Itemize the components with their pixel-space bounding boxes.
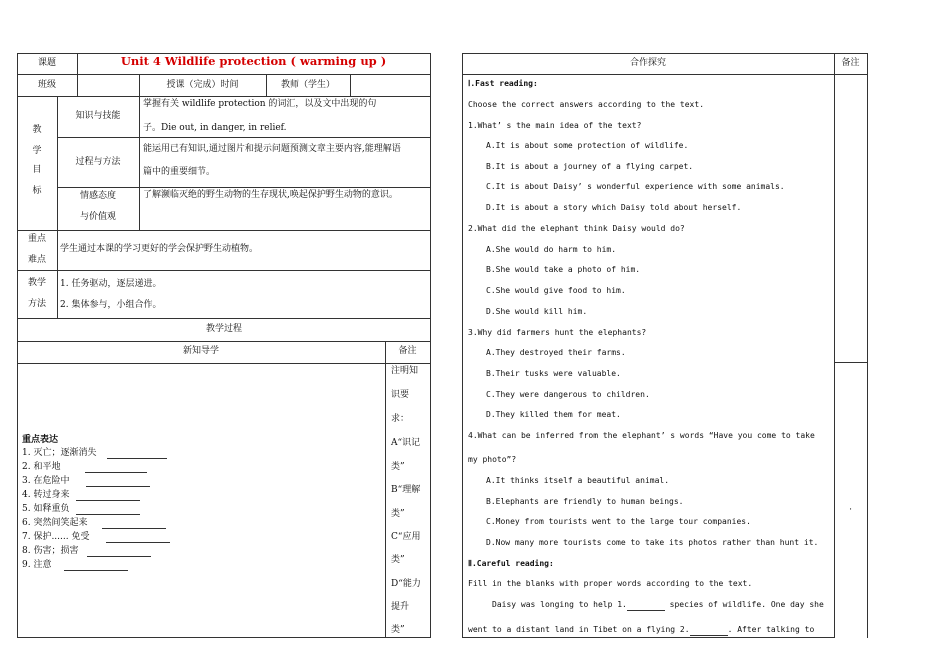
side-note: 识要 (391, 390, 410, 400)
border-line (867, 53, 868, 638)
side-note: 类” (391, 625, 405, 635)
key-label: 难点 (27, 255, 46, 265)
goals-label-char: 标 (32, 186, 42, 196)
question-option: A.They destroyed their farms. (486, 348, 626, 357)
key-label: 重点 (27, 234, 46, 244)
question-option: A.It thinks itself a beautiful animal. (486, 476, 670, 485)
question-option: B.It is about a journey of a flying carpet. (486, 162, 694, 171)
time-label: 授课（完成）时间 (166, 80, 239, 90)
question-option: C.It is about Daisy’ s wonderful experience with some animals. (486, 182, 785, 191)
method-item: 2. 集体参与，小组合作。 (60, 300, 162, 310)
question-option: B.Their tusks were valuable. (486, 369, 621, 378)
key-expression-item: 9. 注意 (22, 559, 128, 571)
new-guide-header: 新知导学 (182, 346, 219, 356)
side-note: D“能力 (391, 579, 421, 589)
goal-process-label: 过程与方法 (75, 157, 121, 167)
side-note: A“识记 (391, 438, 421, 448)
row-line (17, 318, 431, 319)
border-line (462, 53, 463, 638)
question-option: B.She would take a photo of him. (486, 265, 641, 274)
method-item: 1. 任务驱动，逐层递进。 (60, 279, 162, 289)
border-line (462, 637, 834, 638)
section-careful-reading: Ⅱ.Careful reading: (468, 559, 554, 568)
question-option: D.Now many more tourists come to take its photos rather than hunt it. (486, 538, 819, 547)
goals-label-char: 目 (32, 165, 42, 175)
goal-knowledge-label: 知识与技能 (75, 111, 121, 121)
border-line (17, 637, 431, 638)
row-line (17, 74, 431, 75)
topic-title: Unit 4 Wildlife protection ( warming up ) (120, 54, 387, 68)
method-label: 教学 (27, 278, 46, 288)
goals-label-char: 学 (32, 146, 42, 156)
passage-line: Daisy was longing to help 1. species of wildlife. One day she (492, 600, 824, 609)
key-expressions-title: 重点表达 (22, 435, 59, 445)
key-expression-item: 3. 在危险中 (22, 475, 150, 487)
notes-mark: · (849, 505, 852, 515)
col-line (385, 341, 386, 638)
key-expression-item: 1. 灭亡；逐渐消失 (22, 447, 167, 459)
question: 4.What can be inferred from the elephant’ s words “Have you come to take (468, 431, 815, 440)
row-line (17, 270, 431, 271)
question: 1.What’ s the main idea of the text? (468, 121, 642, 130)
goal-attitude-text: 了解濒临灭绝的野生动物的生存现状,唤起保护野生动物的意识。 (143, 190, 398, 200)
side-note: C“应用 (391, 532, 421, 542)
notes-split-line (834, 362, 868, 363)
row-line (17, 363, 431, 364)
border-line (430, 53, 431, 638)
side-note: 提升 (391, 602, 410, 612)
question-option: C.Money from tourists went to the large tour companies. (486, 517, 751, 526)
goal-attitude-label: 情感态度 (79, 191, 116, 201)
key-expression-item: 2. 和平地 (22, 461, 147, 473)
border-line (462, 53, 868, 54)
passage-line: went to a distant land in Tibet on a flying 2. . After talking to (468, 625, 815, 634)
instruction: Choose the correct answers according to the text. (468, 100, 705, 109)
goal-process-text: 篇中的重要细节。 (143, 167, 216, 177)
question: 3.Why did farmers hunt the elephants? (468, 328, 647, 337)
row-line (17, 341, 431, 342)
question-option: A.She would do harm to him. (486, 245, 617, 254)
question-option: C.They were dangerous to children. (486, 390, 650, 399)
cooperation-header: 合作探究 (629, 58, 666, 68)
col-line (139, 96, 140, 231)
key-expression-item: 4. 转过身来 (22, 489, 140, 501)
col-line (350, 74, 351, 97)
goal-knowledge-text: 子。Die out, in danger, in relief. (143, 123, 287, 133)
side-note: B“理解 (391, 485, 421, 495)
question-option: C.She would give food to him. (486, 286, 626, 295)
side-note: 类” (391, 509, 405, 519)
question: 2.What did the elephant think Daisy would do? (468, 224, 685, 233)
question-option: A.It is about some protection of wildlife. (486, 141, 689, 150)
question: my photo”? (468, 455, 517, 464)
row-line (17, 230, 431, 231)
key-expression-item: 7. 保护...... 免受 (22, 531, 170, 543)
class-label: 班级 (37, 80, 56, 90)
question-option: D.It is about a story which Daisy told about herself. (486, 203, 742, 212)
key-expression-item: 8. 伤害；损害 (22, 545, 151, 557)
notes-header: 备注 (398, 346, 417, 356)
row-line (57, 137, 431, 138)
border-line (834, 53, 835, 638)
key-text: 学生通过本课的学习更好的学会保护野生动植物。 (60, 244, 259, 254)
topic-label: 课题 (37, 58, 56, 68)
side-note: 注明知 (391, 366, 419, 376)
question-option: D.They killed them for meat. (486, 410, 621, 419)
fill-instruction: Fill in the blanks with proper words according to the text. (468, 579, 753, 588)
goal-process-text: 能运用已有知识,通过图片和提示问题预测文章主要内容,能理解语 (143, 144, 401, 154)
row-line (57, 187, 431, 188)
side-note: 类” (391, 462, 405, 472)
row-line (17, 96, 431, 97)
col-line (57, 96, 58, 319)
notes-header: 备注 (841, 58, 860, 68)
side-note: 类” (391, 555, 405, 565)
side-note: 求： (391, 414, 410, 424)
method-label: 方法 (27, 299, 46, 309)
border-line (462, 74, 868, 75)
key-expression-item: 5. 如释重负 (22, 503, 140, 515)
goal-attitude-label: 与价值观 (79, 212, 116, 222)
section-fast-reading: Ⅰ.Fast reading: (468, 79, 538, 88)
question-option: B.Elephants are friendly to human beings. (486, 497, 684, 506)
teacher-label: 教师（学生） (280, 80, 335, 90)
process-title: 教学过程 (205, 324, 242, 334)
goals-label-char: 教 (32, 125, 42, 135)
question-option: D.She would kill him. (486, 307, 588, 316)
key-expression-item: 6. 突然间笑起来 (22, 517, 166, 529)
goal-knowledge-text: 掌握有关 wildlife protection 的词汇，以及文中出现的句 (143, 99, 377, 109)
